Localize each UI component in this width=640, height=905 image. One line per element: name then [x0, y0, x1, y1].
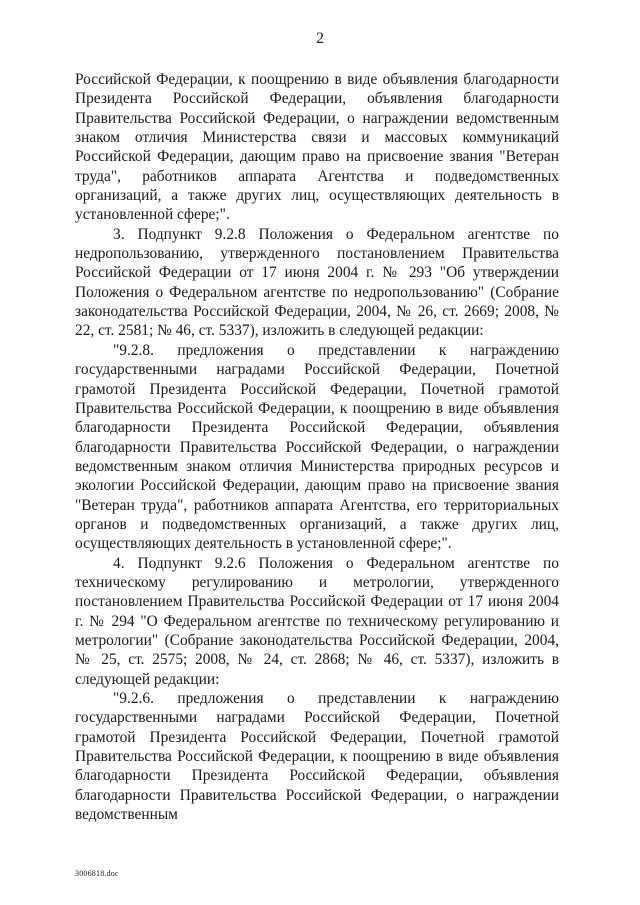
paragraph-item-3: 3. Подпункт 9.2.8 Положения о Федеральном агентстве по недропользованию, утвержденного постановлением Правительства Российской Федерации от 17 июня 2004 г. № 293 "Об утверждении Положения о Федеральном агентстве по недропользованию" (Собрание законодательства Российской Федерации, 2004, № 26, ст. 2669; 2008, № 22, ст. 2581; № 46, ст. 5337), изложить в следующей редакции:	[75, 225, 559, 340]
footer-doc-code: 3006818.doc	[75, 869, 119, 878]
page-number: 2	[316, 30, 324, 47]
document-body	[75, 70, 559, 824]
paragraph-quote-9-2-8: "9.2.8. предложения о представлении к награждению государственными наградами Российской Федерации, Почетной грамотой Президента Российской Федерации, Почетной грамотой Правительства Российской Федерации, к поощрению в виде объявления благодарности Президента Российской Федерации, объявления благодарности Правительства Российской Федерации, о награждении ведомственным знаком отличия Министерства природных ресурсов и экологии Российской Федерации, дающим право на присвоение звания "Ветеран труда", работников аппарата Агентства, его территориальных органов и подведомственных организаций, а также других лиц, осуществляющих деятельность в установленной сфере;".	[75, 341, 559, 553]
paragraph-item-4: 4. Подпункт 9.2.6 Положения о Федеральном агентстве по техническому регулированию и метрологии, утвержденного постановлением Правительства Российской Федерации от 17 июня 2004 г. № 294 "О Федеральном агентстве по техническому регулированию и метрологии" (Собрание законодательства Российской Федерации, 2004, № 25, ст. 2575; 2008, № 24, ст. 2868; № 46, ст. 5337), изложить в следующей редакции:	[75, 554, 559, 688]
paragraph-quote-9-2-6: "9.2.6. предложения о представлении к награждению государственными наградами Российской Федерации, Почетной грамотой Президента Российской Федерации, Почетной грамотой Правительства Российской Федерации, к поощрению в виде объявления благодарности Президента Российской Федерации, объявления благодарности Правительства Российской Федерации, о награждении ведомственным	[75, 690, 559, 824]
paragraph-continuation: Российской Федерации, к поощрению в виде объявления благодарности Президента Российской Федерации, объявления благодарности Правительства Российской Федерации, о награждении ведомственным знаком отличия Министерства связи и массовых коммуникаций Российской Федерации, дающим право на присвоение звания "Ветеран труда", работников аппарата Агентства и подведомственных организаций, а также других лиц, осуществляющих деятельность в установленной сфере;".	[75, 71, 559, 224]
